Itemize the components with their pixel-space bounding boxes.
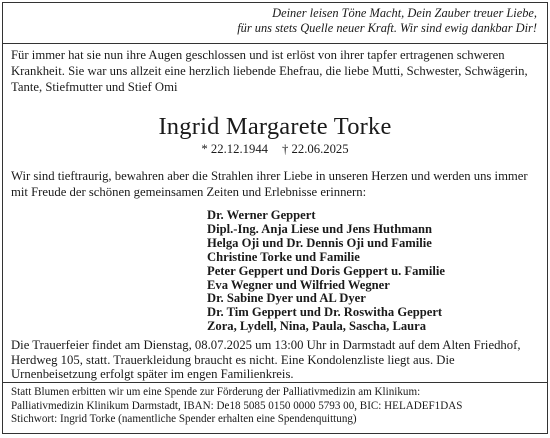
- death-date: † 22.06.2025: [282, 142, 349, 156]
- mourners-list: [207, 209, 445, 334]
- mourner-name: Dipl.-Ing. Anja Liese und Jens Huthmann: [207, 221, 433, 236]
- mourner-name: Peter Geppert und Doris Geppert u. Familie: [207, 263, 445, 278]
- mourner-name: Eva Wegner und Wilfried Wegner: [207, 277, 390, 292]
- deceased-name: Ingrid Margarete Torke: [158, 113, 392, 140]
- mourner-name: Dr. Werner Geppert: [207, 208, 316, 222]
- obituary-notice: [2, 2, 548, 434]
- top-divider: [3, 43, 547, 44]
- mourner-name: Christine Torke und Familie: [207, 249, 360, 264]
- birth-date: * 22.12.1944: [201, 142, 268, 156]
- funeral-info: Die Trauerfeier findet am Dienstag, 08.07.2025 um 13:00 Uhr in Darmstadt auf dem Alten Friedhof, Herdweg 105, statt. Trauerkleidung braucht es nicht. Eine Kondolenzliste liegt aus. Die Urnenbeisetzung erfolgt später im engen Familienkreis.: [11, 338, 521, 381]
- intro-paragraph: Für immer hat sie nun ihre Augen geschlossen und ist erlöst von ihrer tapfer ertragenen schweren Krankheit. Sie war uns allzeit eine herzlich liebende Ehefrau, die liebe Mutti, Schwester, Schwägerin, Tante, Stiefmutter und Stief Omi: [11, 48, 528, 94]
- donation-keyword: Stichwort: Ingrid Torke (namentliche Spender erhalten eine Spendenquittung): [11, 413, 357, 425]
- donation-bank-details: Palliativmedizin Klinikum Darmstadt, IBAN: De18 5085 0150 0000 5793 00, BIC: HELADEF1DAS: [11, 399, 463, 412]
- mourner-name: Helga Oji und Dr. Dennis Oji und Familie: [207, 235, 432, 250]
- donation-info: [11, 386, 543, 427]
- mourning-message: Wir sind tieftraurig, bewahren aber die Strahlen ihrer Liebe in unseren Herzen und werden uns immer mit Freude der schönen gemeinsamen Zeiten und Erlebnisse erinnern:: [11, 169, 528, 199]
- mourner-name: Zora, Lydell, Nina, Paula, Sascha, Laura: [207, 319, 427, 334]
- poem-line-2: für uns stets Quelle neuer Kraft. Wir sind ewig dankbar Dir!: [237, 21, 537, 35]
- poem-line-1: Deiner leisen Töne Macht, Dein Zauber treuer Liebe,: [272, 6, 537, 20]
- mourner-name: Dr. Sabine Dyer und AL Dyer: [207, 291, 366, 306]
- poem-quote: [237, 6, 537, 36]
- life-dates: [3, 142, 547, 157]
- bottom-divider: [3, 382, 547, 383]
- mourner-name: Dr. Tim Geppert und Dr. Roswitha Geppert: [207, 305, 443, 320]
- donation-request: Statt Blumen erbitten wir um eine Spende zur Förderung der Palliativmedizin am Klinikum:: [11, 386, 421, 398]
